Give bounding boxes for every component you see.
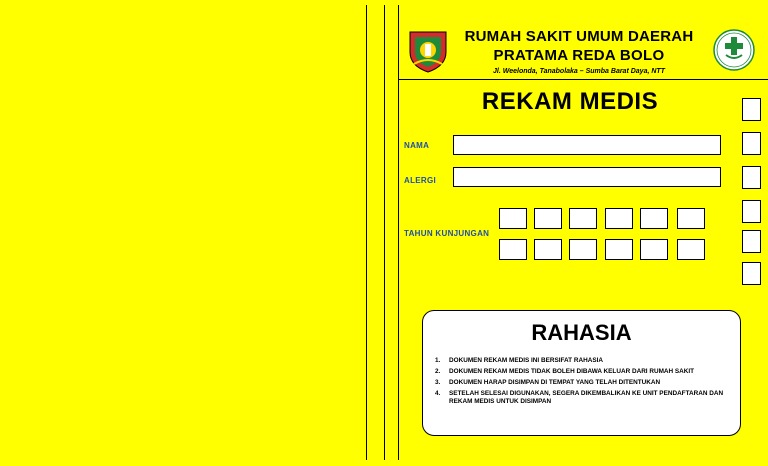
- list-item: [435, 357, 731, 365]
- list-item: [435, 390, 731, 406]
- list-item-number: 3.: [435, 379, 441, 386]
- name-field[interactable]: [453, 135, 721, 155]
- visit-year-box[interactable]: [677, 208, 705, 229]
- confidential-list: [435, 357, 731, 409]
- list-item-number: 1.: [435, 357, 441, 364]
- index-box[interactable]: [742, 200, 761, 223]
- visit-year-box[interactable]: [605, 208, 633, 229]
- allergy-label: ALERGI: [404, 176, 437, 185]
- hospital-address: Jl. Weelonda, Tanabolaka – Sumba Barat Daya, NTT: [493, 68, 665, 75]
- spine-line-mid: [384, 5, 385, 460]
- visit-year-box[interactable]: [605, 239, 633, 260]
- index-box[interactable]: [742, 230, 761, 253]
- visit-year-box[interactable]: [499, 239, 527, 260]
- list-item-text: DOKUMEN HARAP DISIMPAN DI TEMPAT YANG TELAH DITENTUKAN: [449, 379, 661, 386]
- spine-line-right: [398, 5, 399, 460]
- list-item-text: DOKUMEN REKAM MEDIS INI BERSIFAT RAHASIA: [449, 357, 603, 364]
- hospital-name-line1: RUMAH SAKIT UMUM DAERAH: [464, 28, 694, 45]
- visit-year-label: TAHUN KUNJUNGAN: [404, 229, 490, 238]
- visit-year-box[interactable]: [640, 208, 668, 229]
- list-item: [435, 379, 731, 387]
- visit-year-box[interactable]: [534, 239, 562, 260]
- confidential-title: RAHASIA: [531, 320, 632, 345]
- visit-year-box[interactable]: [569, 239, 597, 260]
- list-item-number: 4.: [435, 390, 441, 397]
- visit-year-box[interactable]: [677, 239, 705, 260]
- visit-year-box[interactable]: [499, 208, 527, 229]
- visit-year-box[interactable]: [640, 239, 668, 260]
- allergy-field[interactable]: [453, 167, 721, 187]
- list-item-number: 2.: [435, 368, 441, 375]
- index-box[interactable]: [742, 132, 761, 155]
- hospital-name-line2: PRATAMA REDA BOLO: [493, 47, 665, 64]
- visit-year-box[interactable]: [534, 208, 562, 229]
- bakti-husada-logo: [713, 27, 755, 73]
- list-item: [435, 368, 731, 376]
- document-title: REKAM MEDIS: [481, 88, 659, 115]
- index-box[interactable]: [742, 262, 761, 285]
- list-item-text: SETELAH SELESAI DIGUNAKAN, SEGERA DIKEMBALIKAN KE UNIT PENDAFTARAN DAN REKAM MEDIS UNTUK DISIMPAN: [449, 390, 724, 405]
- list-item-text: DOKUMEN REKAM MEDIS TIDAK BOLEH DIBAWA KELUAR DARI RUMAH SAKIT: [449, 368, 695, 375]
- index-box[interactable]: [742, 98, 761, 121]
- name-label: NAMA: [404, 141, 430, 150]
- index-box[interactable]: [742, 166, 761, 189]
- visit-year-box[interactable]: [569, 208, 597, 229]
- spine-line-left: [366, 5, 367, 460]
- confidential-panel: [422, 310, 741, 436]
- header-divider: [398, 79, 768, 80]
